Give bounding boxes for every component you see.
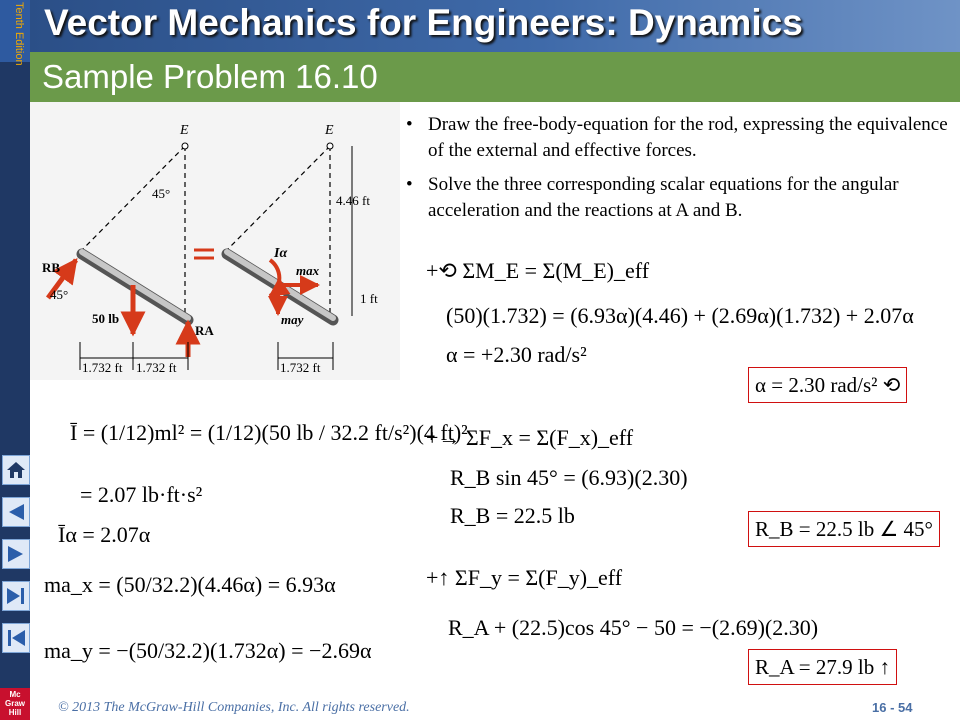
label-angle-top: 45° — [152, 186, 171, 201]
force-y-equation: R_A + (22.5)cos 45° − 50 = −(2.69)(2.30) — [448, 615, 819, 640]
previous-icon — [5, 501, 27, 523]
label-dim3: 1.732 ft — [280, 360, 321, 375]
alpha-result-box: α = 2.30 rad/s² ⟲ — [748, 367, 907, 403]
label-e-right: E — [325, 123, 334, 138]
copyright: © 2013 The McGraw-Hill Companies, Inc. All rights reserved. — [58, 700, 410, 715]
label-weight: 50 lb — [92, 311, 120, 326]
edition-text: Tenth Edition — [13, 2, 25, 66]
point-e — [182, 143, 188, 149]
label-ra: RA — [195, 323, 214, 338]
label-angle-b: 45° — [50, 287, 69, 302]
list-item: • Draw the free-body-equation for the rod, expressing the equivalence of the external and effective forces. — [404, 112, 952, 164]
inertia-equation: Ī = (1/12)ml² = (1/12)(50 lb / 32.2 ft/s²)(4 ft)² — [70, 420, 468, 445]
force-x-sum-equation: +→ ΣF_x = Σ(F_x)_eff — [426, 425, 634, 450]
next-icon — [5, 543, 27, 565]
first-slide-button[interactable] — [2, 623, 30, 653]
label-rb: RB — [42, 260, 61, 275]
rb-result-box: R_B = 22.5 lb ∠ 45° — [748, 511, 940, 547]
title-bar — [30, 0, 960, 52]
list-item: • Solve the three corresponding scalar equations for the angular acceleration and the reactions at A and B. — [404, 172, 952, 224]
home-icon — [5, 459, 27, 481]
ra-result-box: R_A = 27.9 lb ↑ — [748, 649, 897, 685]
force-x-equation: R_B sin 45° = (6.93)(2.30) — [450, 465, 688, 490]
sidebar — [0, 0, 30, 720]
subtitle-bar — [30, 52, 960, 102]
force-y-sum-equation: +↑ ΣF_y = Σ(F_y)_eff — [426, 565, 623, 590]
label-one-ft: 1 ft — [360, 291, 378, 306]
label-max: max — [296, 263, 320, 278]
last-icon — [5, 585, 27, 607]
free-body-diagram — [30, 102, 400, 380]
alpha-equation: α = +2.30 rad/s² — [446, 342, 587, 367]
may-equation: ma_y = −(50/32.2)(1.732α) = −2.69α — [44, 638, 372, 663]
first-icon — [5, 627, 27, 649]
label-dim1: 1.732 ft — [82, 360, 123, 375]
moment-sum-equation: +⟲ ΣM_E = Σ(M_E)_eff — [426, 258, 650, 283]
publisher-logo: Mc Graw Hill — [0, 688, 30, 720]
previous-button[interactable] — [2, 497, 30, 527]
edition-label — [0, 0, 30, 66]
ialpha-equation: Īα = 2.07α — [58, 522, 151, 547]
instruction-list — [404, 112, 952, 232]
problem-title: Sample Problem 16.10 — [42, 58, 378, 95]
label-height: 4.46 ft — [336, 193, 370, 208]
book-title: Vector Mechanics for Engineers: Dynamics — [44, 2, 803, 43]
next-button[interactable] — [2, 539, 30, 569]
point-e — [327, 143, 333, 149]
page-number: 16 - 54 — [872, 700, 913, 715]
max-equation: ma_x = (50/32.2)(4.46α) = 6.93α — [44, 572, 336, 597]
label-e-left: E — [180, 123, 189, 138]
inertia-value: = 2.07 lb·ft·s² — [80, 482, 203, 507]
moment-equation: (50)(1.732) = (6.93α)(4.46) + (2.69α)(1.732) + 2.07α — [446, 303, 914, 328]
label-ialpha: Iα — [274, 246, 288, 261]
last-slide-button[interactable] — [2, 581, 30, 611]
home-button[interactable] — [2, 455, 30, 485]
rb-equation: R_B = 22.5 lb — [450, 503, 575, 528]
label-may: may — [281, 312, 304, 327]
label-dim2: 1.732 ft — [136, 360, 177, 375]
